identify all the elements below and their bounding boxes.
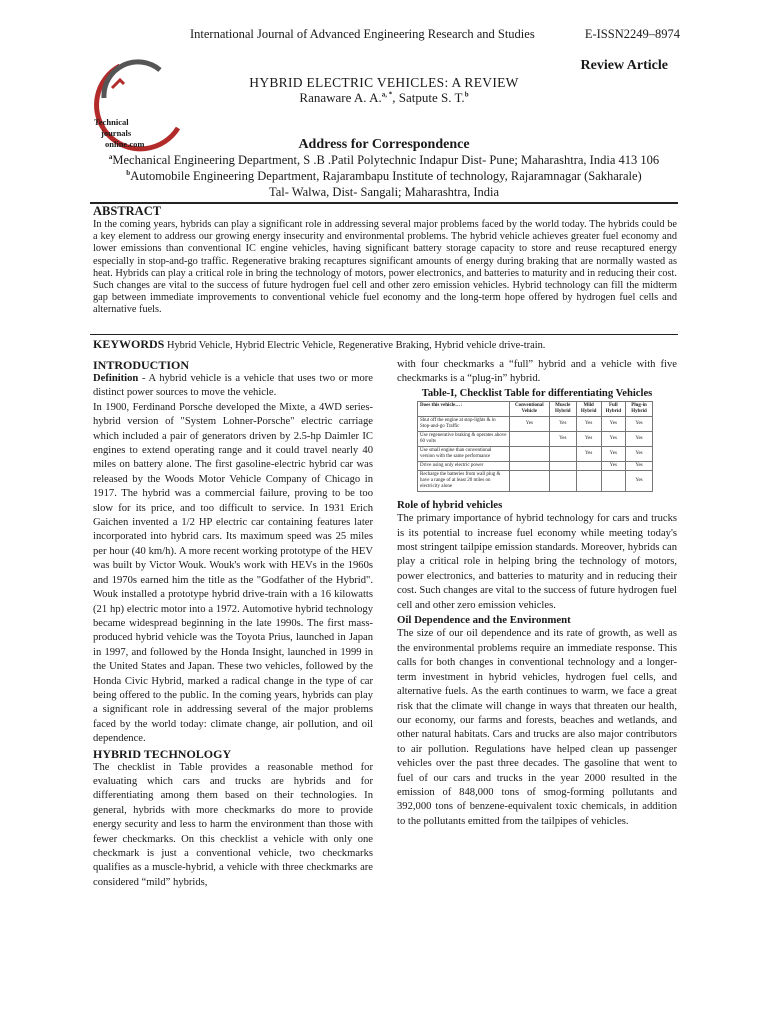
issn-number: E-ISSN2249–8974 xyxy=(584,27,680,41)
journal-name: International Journal of Advanced Engineering Research and Studies xyxy=(190,27,535,41)
table-cell: Yes xyxy=(549,416,576,431)
table-header-cell: Mild Hybrid xyxy=(576,401,601,416)
table-cell xyxy=(509,470,549,491)
table-header-cell: Muscle Hybrid xyxy=(549,401,576,416)
role-paragraph: The primary importance of hybrid technology for cars and trucks is its potential to increase fuel economy while meeting today's most stringent tailpipe emission standards. Moreover, hybrids can play a critical role in helping bring the technology of motors, power electronics, and batteries to maturity and in reducing their cost. Such changes are vital to the success of future hydrogen fuel cell and other zero emission vehicles. xyxy=(397,513,677,611)
table-cell: Yes xyxy=(509,416,549,431)
table-cell: Yes xyxy=(625,416,652,431)
affiliation-b xyxy=(90,169,678,184)
author-list xyxy=(0,90,768,106)
affiliation-a-text: Mechanical Engineering Department, S .B .Patil Polytechnic Indapur Dist- Pune; Maharashtra, India 413 106 xyxy=(112,153,660,168)
table-cell: Yes xyxy=(625,461,652,470)
table-cell xyxy=(509,461,549,470)
table-cell: Yes xyxy=(601,431,625,446)
definition-paragraph xyxy=(93,372,373,401)
oil-dependence-heading: Oil Dependence and the Environment xyxy=(397,614,571,627)
table-row xyxy=(418,416,653,431)
introduction-heading: INTRODUCTION xyxy=(93,358,190,372)
left-column xyxy=(93,358,373,890)
table-cell xyxy=(549,446,576,461)
table-cell xyxy=(576,461,601,470)
logo-line-3: online.com xyxy=(105,139,145,149)
table-header-cell: Full Hybrid xyxy=(601,401,625,416)
right-column xyxy=(397,358,677,829)
table-header-row xyxy=(418,401,653,416)
oil-dependence-paragraph: The size of our oil dependence and its rate of growth, as well as the environmental problems require an immediate response. This calls for both changes in conventional technology and a longer-term investment in hybrid vehicles, hydrogen fuel cells, and alternative fuels. As the earth continues to warm, we face a great risk that the climate will change in ways that threaten our health, our economy, our farms and forests, beaches and wetlands, and other natural habitats. Cars and trucks are also major contributors to air pollution. Regulations have helped clean up passenger vehicles over the past three decades. The gasoline that went to fuel of our cars and trucks in the year 2000 resulted in the emission of 848,000 tons of smog-forming pollutants and 392,000 tons of benzene-equivalent toxic chemicals, in addition to the pollutants emitted from the tailpipes of vehicles. xyxy=(397,628,677,827)
table-caption: Table-I, Checklist Table for differentiating Vehicles xyxy=(421,387,653,399)
hybrid-technology-continued: with four checkmarks a “full” hybrid and a vehicle with five checkmarks is a “plug-in” hybrid. xyxy=(397,359,677,385)
paper-title: HYBRID ELECTRIC VEHICLES: A REVIEW xyxy=(249,75,519,90)
abstract-text: In the coming years, hybrids can play a significant role in addressing several major problems faced by the world today. The hybrids could be a key element to address our growing energy insecurity and environmental problems. The hybrid vehicle achieves greater fuel economy and lower emissions than conventional IC engine vehicles, having significant battery storage capacity to store and reuse recaptured energy especially in stop-and-go traffic. Regenerative braking recaptures significant amounts of energy during braking that are normally wasted as heat. Hybrids can play a critical role in bring the technology of motors, power electronics, and batteries to maturity and in reducing their cost. Such changes are vital to the success of future hydrogen fuel cell and other zero emission vehicles. Hybrid technology can fill the midterm gap between immediate improvements to conventional vehicle fuel economy and the long-term hope offered by hydrogen fuel cells and alternative fuels. xyxy=(93,219,677,316)
definition-label: Definition xyxy=(93,373,139,384)
keywords-text: Hybrid Vehicle, Hybrid Electric Vehicle, Regenerative Braking, Hybrid vehicle drive-train. xyxy=(164,340,546,351)
checklist-table xyxy=(417,401,653,492)
keywords-line xyxy=(93,337,677,352)
table-cell xyxy=(601,470,625,491)
definition-text: - A hybrid vehicle is a vehicle that uses two or more distinct power sources to move the vehicle. xyxy=(93,373,373,399)
table-cell: Yes xyxy=(576,431,601,446)
table-cell xyxy=(549,461,576,470)
table-cell: Yes xyxy=(625,470,652,491)
table-cell: Yes xyxy=(601,446,625,461)
table-row-label: Drive using only electric power xyxy=(418,461,510,470)
abstract-heading: ABSTRACT xyxy=(93,204,162,218)
affiliation-a xyxy=(90,153,678,168)
affiliation-b-line-2: Tal- Walwa, Dist- Sangali; Maharashtra, India xyxy=(268,185,500,199)
logo-line-2: journals xyxy=(101,128,132,138)
table-row xyxy=(418,446,653,461)
table-cell: Yes xyxy=(576,446,601,461)
abstract-bottom-rule xyxy=(90,334,678,335)
hybrid-technology-heading: HYBRID TECHNOLOGY xyxy=(93,746,232,761)
table-cell xyxy=(576,470,601,491)
table-cell: Yes xyxy=(625,431,652,446)
table-cell xyxy=(549,470,576,491)
author-2-affiliation: b xyxy=(464,90,469,99)
table-cell: Yes xyxy=(625,446,652,461)
table-cell: Yes xyxy=(576,416,601,431)
table-row-label: Recharge the batteries from wall plug & have a range of at least 20 miles on electricity alone xyxy=(418,470,510,491)
author-2: , Satpute S. T. xyxy=(392,90,465,105)
table-cell xyxy=(509,446,549,461)
table-row xyxy=(418,461,653,470)
running-header xyxy=(190,27,680,42)
article-type: Review Article xyxy=(580,58,668,73)
affiliation-b-marker: b xyxy=(126,169,131,177)
table-header-cell: Does this vehicle…↓ xyxy=(418,401,510,416)
table-row-label: Use regenerative braking & operates above 60 volts xyxy=(418,431,510,446)
correspondence-heading: Address for Correspondence xyxy=(298,137,470,152)
affiliation-a-marker: a xyxy=(108,153,113,161)
table-row-label: Use small engine than conventional version with the same performance xyxy=(418,446,510,461)
table-row-label: Shut off the engine at stop-lights & in Stop-and-go Traffic xyxy=(418,416,510,431)
author-1: Ranaware A. A. xyxy=(299,90,382,105)
table-cell xyxy=(509,431,549,446)
table-cell: Yes xyxy=(601,461,625,470)
table-header-cell: Plug-in Hybrid xyxy=(625,401,652,416)
keywords-label: KEYWORDS xyxy=(93,337,165,351)
table-row xyxy=(418,431,653,446)
history-paragraph: In 1900, Ferdinand Porsche developed the Mixte, a 4WD series-hybrid version of "System Lohner-Porsche" electric carriage which included a pair of generators driven by 2.5-hp Daimler IC engines to extend operating range and it could travel nearly 40 miles on battery alone. The first gasoline-electric hybrid car was released by the Woods Motor Vehicle Company of Chicago in 1917. The hybrid was a commercial failure, proving to be too slow for its price, and too difficult to service. In 1931 Erich Gaichen invented a 1/2 HP electric car containing features later incorporated into hybrid cars. Its maximum speed was 25 miles per hour (40 km/h). A more recent working prototype of the HEV was built by Victor Wouk. Wouk's work with HEVs in the 1960s and 1970s earned him the title as the "Godfather of the Hybrid". Wouk installed a prototype hybrid drive-train with a 16 kilowatts (21 hp) electric motor into a 1972. Automotive hybrid technology became widespread beginning in the late 1990s. The first mass-produced hybrid vehicle was the Toyota Prius, launched in Japan in 1997, and followed by the Honda Insight, launched in 1999 in the United States and Japan. These two vehicles, followed by the Honda Civic Hybrid, marked a radical change in the type of car being offered to the public. In the coming years, hybrids can play a significant role in addressing several of the major problems faced by the world today: climate change, air pollution, and oil dependence. xyxy=(93,401,373,745)
table-cell: Yes xyxy=(549,431,576,446)
table-row xyxy=(418,470,653,491)
logo-line-1: Technical xyxy=(94,117,129,127)
table-cell: Yes xyxy=(601,416,625,431)
author-1-affiliation: a, * xyxy=(381,90,393,99)
table-header-cell: Conventional Vehicle xyxy=(509,401,549,416)
abstract-top-rule xyxy=(90,202,678,204)
affiliation-b-text: Automobile Engineering Department, Rajarambapu Institute of technology, Rajaramnagar (Sakharale) xyxy=(130,169,642,184)
hybrid-technology-paragraph: The checklist in Table provides a reasonable method for evaluating which cars and trucks are hybrids and for differentiating among them based on their technologies. In general, hybrids with more checkmarks do more to provide energy security and less to harm the environment than those with fewer checkmarks. On this checklist a vehicle with only one checkmark is just a conventional vehicle, two checkmarks qualifies as a muscle-hybrid, a vehicle with three checkmarks are considered “mild” hybrids, xyxy=(93,761,373,888)
role-heading: Role of hybrid vehicles xyxy=(397,498,503,511)
